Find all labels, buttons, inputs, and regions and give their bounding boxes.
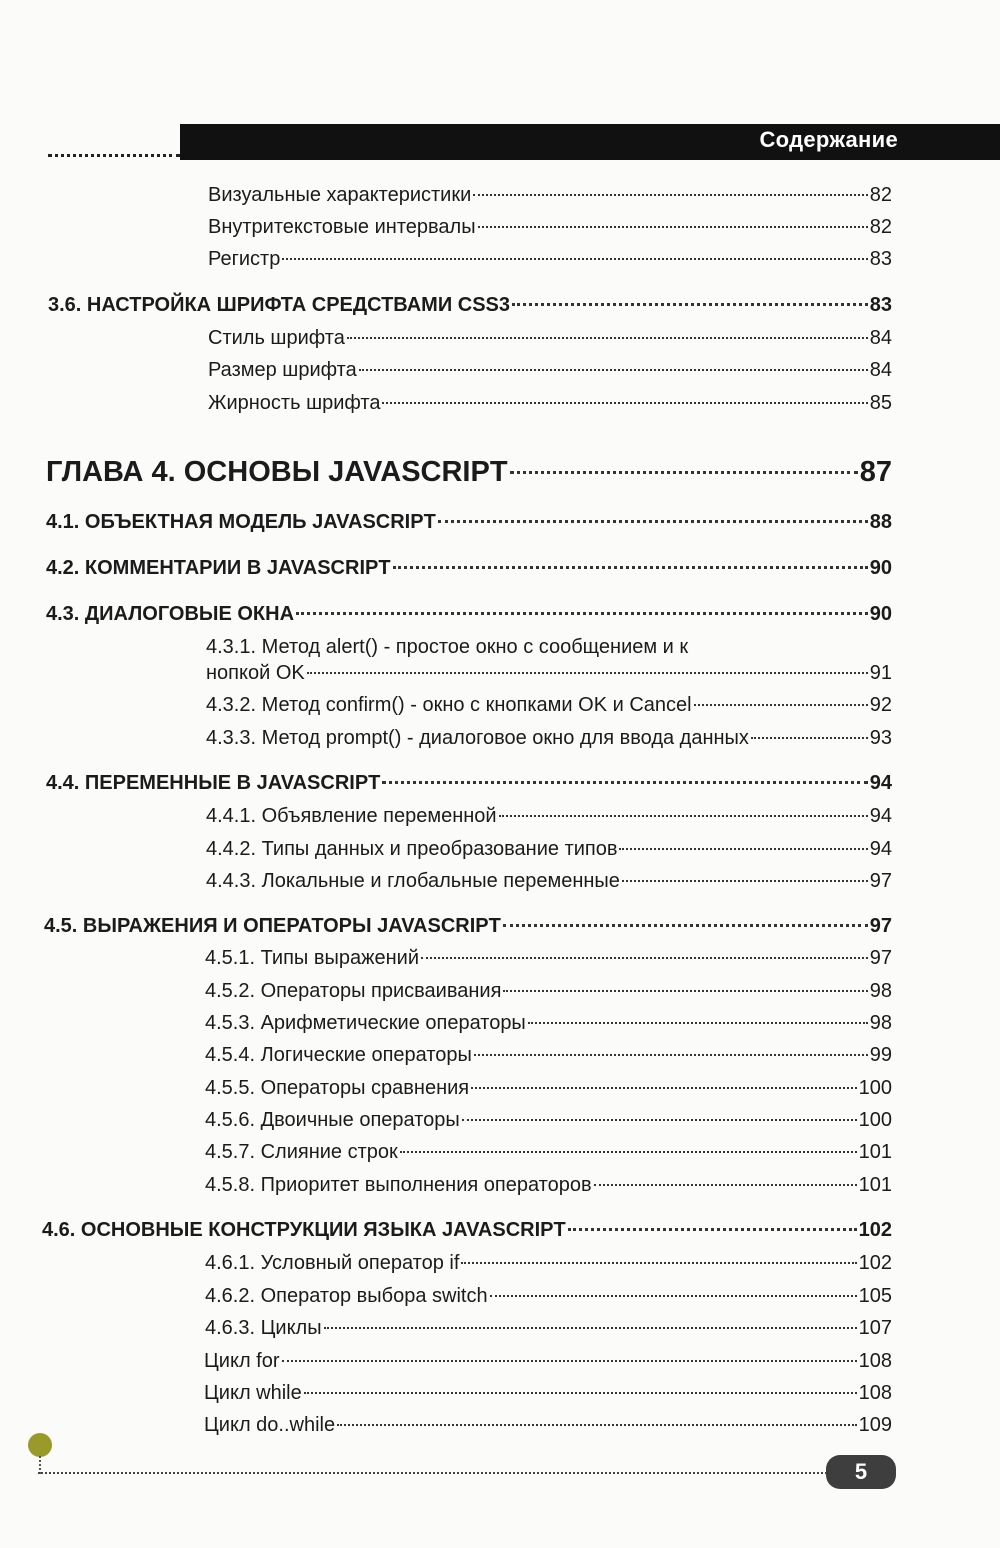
toc-entry-page: 100 xyxy=(858,1077,892,1099)
dot-leader xyxy=(347,337,868,339)
dot-leader xyxy=(499,815,868,817)
toc-entry[interactable] xyxy=(208,327,892,350)
dot-leader xyxy=(359,369,868,371)
toc-section[interactable] xyxy=(48,294,892,317)
dot-leader xyxy=(324,1327,857,1329)
toc-entry[interactable] xyxy=(205,1174,892,1197)
toc-section[interactable] xyxy=(44,915,892,938)
toc-entry-title: 4.5.6. Двоичные операторы xyxy=(205,1109,460,1131)
toc-entry-page: 108 xyxy=(858,1350,892,1372)
toc-entry-title-line1[interactable]: 4.3.1. Метод alert() - простое окно с сообщением и к xyxy=(206,636,689,658)
toc-entry-title: 4.5.4. Логические операторы xyxy=(205,1044,472,1066)
dot-leader xyxy=(503,924,868,927)
toc-entry[interactable] xyxy=(208,359,892,382)
toc-entry-page: 109 xyxy=(858,1414,892,1436)
dot-leader xyxy=(438,520,868,523)
toc-entry-title: Визуальные характеристики xyxy=(208,184,472,206)
toc-section-title: 4.2. КОММЕНТАРИИ В JAVASCRIPT xyxy=(46,557,391,579)
toc-section[interactable] xyxy=(46,557,892,580)
page-number-badge: 5 xyxy=(826,1455,896,1489)
toc-entry-page: 93 xyxy=(869,727,892,749)
toc-entry-title: 4.6.1. Условный оператор if xyxy=(205,1252,460,1274)
toc-entry-page: 97 xyxy=(869,947,892,969)
dot-leader xyxy=(296,612,868,615)
header-dotted-rule xyxy=(48,154,180,157)
dot-leader xyxy=(421,957,868,959)
toc-entry[interactable] xyxy=(206,805,892,828)
dot-leader xyxy=(461,1262,856,1264)
toc-entry-title: 4.5.8. Приоритет выполнения операторов xyxy=(205,1174,592,1196)
dot-leader xyxy=(462,1119,857,1121)
toc-entry[interactable] xyxy=(205,947,892,970)
toc-entry[interactable] xyxy=(208,184,892,207)
toc-chapter-title: ГЛАВА 4. ОСНОВЫ JAVASCRIPT xyxy=(46,456,508,488)
toc-entry[interactable] xyxy=(208,248,892,271)
toc-entry[interactable] xyxy=(205,1044,892,1067)
dot-leader xyxy=(510,471,858,474)
toc-entry[interactable] xyxy=(205,1012,892,1035)
toc-entry-page: 92 xyxy=(869,694,892,716)
toc-entry-page: 98 xyxy=(869,1012,892,1034)
toc-entry-title: Стиль шрифта xyxy=(208,327,345,349)
toc-section-title: 4.5. ВЫРАЖЕНИЯ И ОПЕРАТОРЫ JAVASCRIPT xyxy=(44,915,501,937)
toc-entry-title: нопкой OK xyxy=(206,662,305,684)
dot-leader xyxy=(512,303,868,306)
toc-section-page: 102 xyxy=(858,1219,892,1241)
dot-leader xyxy=(568,1228,857,1231)
toc-entry[interactable] xyxy=(205,1317,892,1340)
toc-entry[interactable] xyxy=(206,870,892,893)
toc-entry[interactable] xyxy=(206,727,892,750)
toc-entry-page: 101 xyxy=(858,1174,892,1196)
dot-leader xyxy=(594,1184,857,1186)
toc-entry-title: 4.5.7. Слияние строк xyxy=(205,1141,398,1163)
toc-section[interactable] xyxy=(46,772,892,795)
toc-section-title: 3.6. НАСТРОЙКА ШРИФТА СРЕДСТВАМИ CSS3 xyxy=(48,294,511,316)
toc-chapter[interactable] xyxy=(46,456,892,489)
dot-leader xyxy=(622,880,868,882)
toc-entry-title: 4.6.2. Оператор выбора switch xyxy=(205,1285,488,1307)
toc-entry[interactable] xyxy=(204,1414,892,1437)
toc-entry-page: 97 xyxy=(869,870,892,892)
dot-leader xyxy=(307,672,868,674)
toc-entry-title: 4.5.3. Арифметические операторы xyxy=(205,1012,526,1034)
toc-entry-title: 4.4.3. Локальные и глобальные переменные xyxy=(206,870,620,892)
dot-leader xyxy=(503,990,867,992)
toc-entry[interactable] xyxy=(205,1252,892,1275)
toc-section[interactable] xyxy=(42,1219,892,1242)
toc-section[interactable] xyxy=(46,511,892,534)
toc-entry-page: 83 xyxy=(869,248,892,270)
toc-entry[interactable] xyxy=(204,1350,892,1373)
toc-chapter-page: 87 xyxy=(859,456,892,488)
toc-entry-page: 85 xyxy=(869,392,892,414)
toc-entry-title: Регистр xyxy=(208,248,281,270)
toc-entry[interactable] xyxy=(206,694,892,717)
toc-section-page: 83 xyxy=(869,294,892,316)
dot-leader xyxy=(751,737,868,739)
toc-entry-title: Внутритекстовые интервалы xyxy=(208,216,476,238)
toc-entry-title: Жирность шрифта xyxy=(208,392,381,414)
toc-entry-page: 107 xyxy=(858,1317,892,1339)
dot-leader xyxy=(490,1295,857,1297)
toc-entry[interactable] xyxy=(205,980,892,1003)
toc-entry[interactable] xyxy=(206,662,892,685)
toc-entry[interactable] xyxy=(206,838,892,861)
toc-entry-title: 4.3.3. Метод prompt() - диалоговое окно для ввода данных xyxy=(206,727,749,749)
toc-entry[interactable] xyxy=(205,1109,892,1132)
dot-leader xyxy=(304,1392,857,1394)
toc-entry-title: 4.4.1. Объявление переменной xyxy=(206,805,497,827)
footer-dotted-rule xyxy=(38,1472,830,1474)
toc-section[interactable] xyxy=(46,603,892,626)
dot-leader xyxy=(528,1022,868,1024)
toc-section-title: 4.4. ПЕРЕМЕННЫЕ В JAVASCRIPT xyxy=(46,772,381,794)
toc-entry-title: 4.5.1. Типы выражений xyxy=(205,947,420,969)
toc-entry-page: 100 xyxy=(858,1109,892,1131)
toc-entry-page: 94 xyxy=(869,805,892,827)
toc-section-page: 94 xyxy=(869,772,892,794)
toc-section-title: 4.1. ОБЪЕКТНАЯ МОДЕЛЬ JAVASCRIPT xyxy=(46,511,436,533)
toc-entry-title: Цикл while xyxy=(204,1382,302,1404)
toc-section-title: 4.3. ДИАЛОГОВЫЕ ОКНА xyxy=(46,603,295,625)
dot-leader xyxy=(282,1360,857,1362)
dot-leader xyxy=(478,226,868,228)
toc-entry-page: 82 xyxy=(869,184,892,206)
toc-entry-page: 102 xyxy=(858,1252,892,1274)
toc-entry[interactable] xyxy=(208,392,892,415)
dot-leader xyxy=(694,704,868,706)
toc-entry-title: Размер шрифта xyxy=(208,359,357,381)
toc-entry[interactable] xyxy=(205,1141,892,1164)
dot-leader xyxy=(337,1424,857,1426)
toc-entry[interactable] xyxy=(205,1285,892,1308)
toc-entry-page: 99 xyxy=(869,1044,892,1066)
toc-entry-title: Цикл for xyxy=(204,1350,280,1372)
toc-entry-page: 108 xyxy=(858,1382,892,1404)
toc-section-page: 97 xyxy=(869,915,892,937)
toc-entry-page: 84 xyxy=(869,359,892,381)
running-header-title: Содержание xyxy=(759,127,898,152)
dot-leader xyxy=(282,258,867,260)
toc-entry-page: 84 xyxy=(869,327,892,349)
toc-section-title: 4.6. ОСНОВНЫЕ КОНСТРУКЦИИ ЯЗЫКА JAVASCRIPT xyxy=(42,1219,566,1241)
toc-entry-page: 98 xyxy=(869,980,892,1002)
dot-leader xyxy=(473,194,867,196)
dot-leader xyxy=(393,566,868,569)
dot-leader xyxy=(382,402,867,404)
toc-section-page: 88 xyxy=(869,511,892,533)
toc-entry-title: 4.3.2. Метод confirm() - окно с кнопками OK и Cancel xyxy=(206,694,692,716)
dot-leader xyxy=(382,781,867,784)
toc-entry-title: 4.5.2. Операторы присваивания xyxy=(205,980,502,1002)
toc-entry-page: 82 xyxy=(869,216,892,238)
dot-leader xyxy=(474,1054,868,1056)
toc-entry[interactable] xyxy=(208,216,892,239)
toc-section-page: 90 xyxy=(869,557,892,579)
toc-section-page: 90 xyxy=(869,603,892,625)
toc-entry-title: Цикл do..while xyxy=(204,1414,336,1436)
toc-entry[interactable] xyxy=(205,1077,892,1100)
dot-leader xyxy=(619,848,867,850)
footer-circle-ornament xyxy=(28,1433,52,1457)
toc-entry-title: 4.5.5. Операторы сравнения xyxy=(205,1077,470,1099)
toc-entry-title: 4.4.2. Типы данных и преобразование типов xyxy=(206,838,618,860)
toc-entry-page: 94 xyxy=(869,838,892,860)
dot-leader xyxy=(471,1087,857,1089)
toc-entry-page: 91 xyxy=(869,662,892,684)
dot-leader xyxy=(400,1151,857,1153)
toc-entry-page: 101 xyxy=(858,1141,892,1163)
toc-entry-page: 105 xyxy=(858,1285,892,1307)
toc-entry-title: 4.6.3. Циклы xyxy=(205,1317,322,1339)
toc-entry[interactable] xyxy=(204,1382,892,1405)
